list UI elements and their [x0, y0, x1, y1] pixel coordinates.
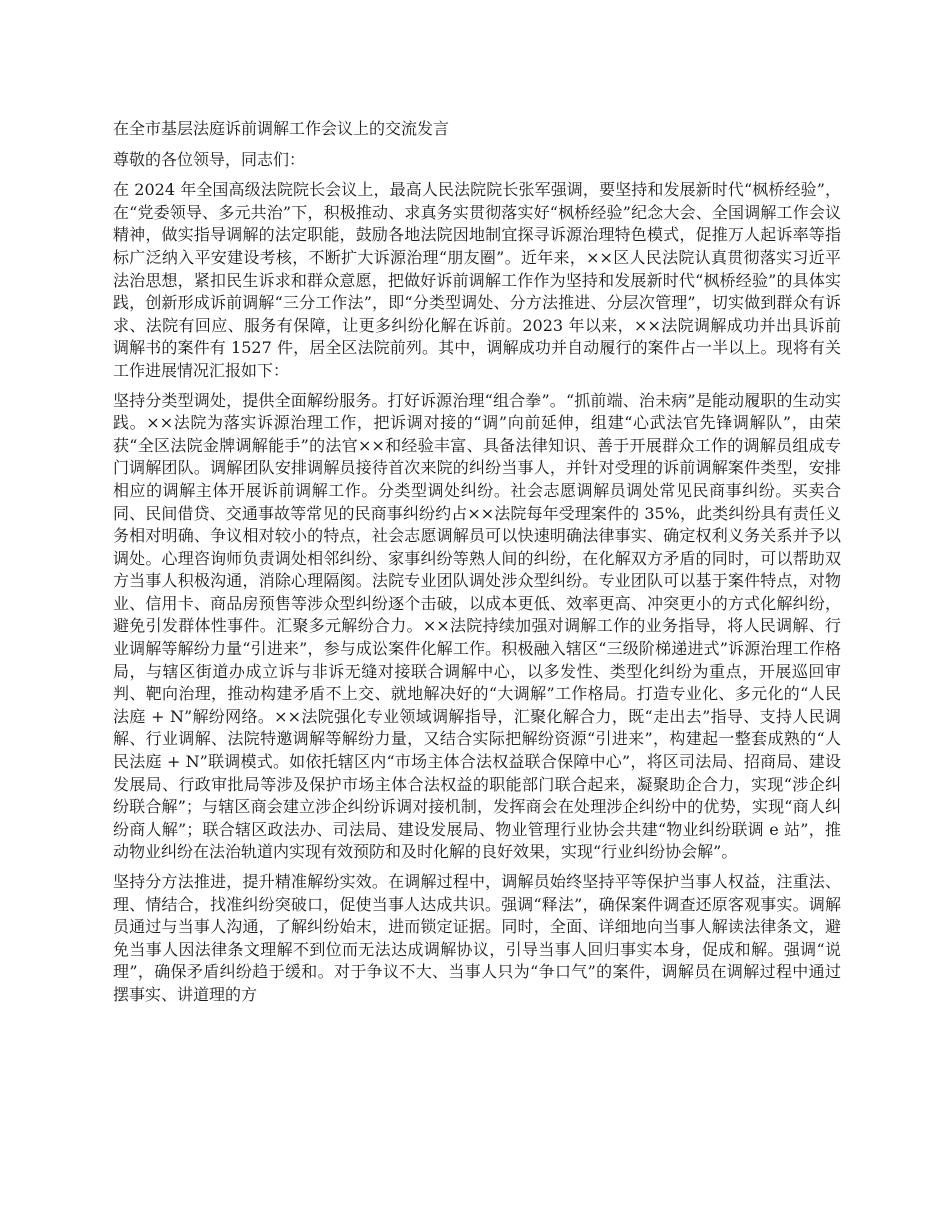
document-title: 在全市基层法庭诉前调解工作会议上的交流发言: [113, 119, 450, 138]
paragraph-classified-mediation: 坚持分类型调处，提供全面解纷服务。打好诉源治理“组合拳”。“抓前端、治未病”是能动履职的生动实践。××法院为落实诉源治理工作，把诉调对接的“调”向前延伸，组建“心武法官先锋调解队”，由荣获“全区法院金牌调解能手”的法官××和经验丰富、具备法律知识、善于开展群众工作的调解员组成专门调解团队。调解团队安排调解员接待首次来院的纠纷当事人，并针对受理的诉前调解案件类型，安排相应的调解主体开展诉前调解工作。分类型调处纠纷。社会志愿调解员调处常见民商事纠纷。买卖合同、民间借贷、交通事故等常见的民商事纠纷约占××法院每年受理案件的 35%，此类纠纷具有责任义务相对明确、争议相对较小的特点，社会志愿调解员可以快速明确法律事实、确定权利义务关系并予以调处。心理咨询师负责调处相邻纠纷、家事纠纷等熟人间的纠纷，在化解双方矛盾的同时，可以帮助双方当事人积极沟通，消除心理隔阂。法院专业团队调处涉众型纠纷。专业团队可以基于案件特点，对物业、信用卡、商品房预售等涉众型纠纷逐个击破，以成本更低、效率更高、冲突更小的方式化解纠纷，避免引发群体性事件。汇聚多元解纷合力。××法院持续加强对调解工作的业务指导，将人民调解、行业调解等解纷力量“引进来”，参与成讼案件化解工作。积极融入辖区“三级阶梯递进式”诉源治理工作格局，与辖区街道办成立诉与非诉无缝对接联合调解中心，以多发性、类型化纠纷为重点，开展巡回审判、靶向治理，推动构建矛盾不上交、就地解决好的“大调解”工作格局。打造专业化、多元化的“人民法庭 + N”解纷网络。××法院强化专业领域调解指导，汇聚化解合力，既“走出去”指导、支持人民调解、行业调解、法院特邀调解等解纷力量，又结合实际把解纷资源“引进来”，构建起一整套成熟的“人民法庭 + N”联调模式。如依托辖区内“市场主体合法权益联合保障中心”，将区司法局、招商局、建设发展局、行政审批局等涉及保护市场主体合法权益的职能部门联合起来，凝聚助企合力，实现“涉企纠纷联合解”；与辖区商会建立涉企纠纷诉调对接机制，发挥商会在处理涉企纠纷中的优势，实现“商人纠纷商人解”；联合辖区政法办、司法局、建设发展局、物业管理行业协会共建“物业纠纷联调 e 站”，推动物业纠纷在法治轨道内实现有效预防和及时化解的良好效果，实现“行业纠纷协会解”。: [113, 390, 841, 862]
paragraph-intro: 在 2024 年全国高级法院院长会议上，最高人民法院院长张军强调，要坚持和发展新时代“枫桥经验”，在“党委领导、多元共治”下，积极推动、求真务实贯彻落实好“枫桥经验”纪念大会、全国调解工作会议精神，做实指导调解的法定职能，鼓励各地法院因地制宜探寻诉源治理特色模式，促推万人起诉率等指标广泛纳入平安建设考核，不断扩大诉源治理“朋友圈”。近年来，××区人民法院认真贯彻落实习近平法治思想，紧扣民生诉求和群众意愿，把做好诉前调解工作作为坚持和发展新时代“枫桥经验”的具体实践，创新形成诉前调解“三分工作法”，即“分类型调处、分方法推进、分层次管理”，切实做到群众有诉求、法院有回应、服务有保障，让更多纠纷化解在诉前。2023 年以来，××法院调解成功并出具诉前调解书的案件有 1527 件，居全区法院前列。其中，调解成功并自动履行的案件占一半以上。现将有关工作进展情况汇报如下：: [113, 180, 841, 380]
salutation: 尊敬的各位领导，同志们：: [113, 149, 306, 169]
paragraph-method-promotion: 坚持分方法推进，提升精准解纷实效。在调解过程中，调解员始终坚持平等保护当事人权益，注重法、理、情结合，找准纠纷突破口，促使当事人达成共识。强调“释法”，确保案件调查还原客观事实。调解员通过与当事人沟通，了解纠纷始末，进而锁定证据。同时，全面、详细地向当事人解读法律条文，避免当事人因法律条文理解不到位而无法达成调解协议，引导当事人回归事实本身，促成和解。强调“说理”，确保矛盾纠纷趋于缓和。对于争议不大、当事人只为“争口气”的案件，调解员在调解过程中通过摆事实、讲道理的方: [113, 872, 841, 1004]
document-page: [113, 118, 841, 1014]
